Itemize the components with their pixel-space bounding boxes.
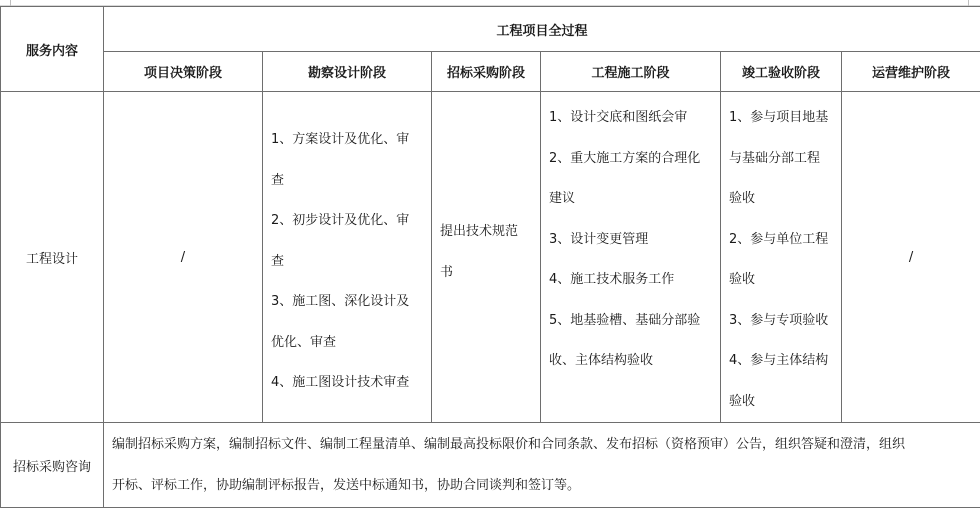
cell-design-decision [104,92,263,423]
list-line: 与基础分部工程 [729,150,821,166]
row-label-cell [1,423,104,508]
paragraph-line: 编制招标采购方案，编制招标文件、编制工程量清单、编制最高投标限价和合同条款、发布招标（资格预审）公告，组织答疑和澄清，组织 [112,437,906,452]
table-row-bidding-consulting [1,423,980,508]
phase-header-acceptance [721,52,842,92]
table-row-engineering-design [1,92,980,423]
list-line: 1、参与项目地基 [729,110,829,125]
phase-header-text: 运营维护阶段 [872,66,951,81]
list-line: 验收 [729,393,756,409]
phase-header-text: 项目决策阶段 [143,66,222,81]
phase-header-procurement [432,52,541,92]
cell-bidding-description [104,423,980,508]
list-line: 4、参与主体结构 [729,353,829,368]
phase-header-text: 工程施工阶段 [591,66,670,81]
list-line: 查 [271,253,285,269]
cell-design-construction [541,92,721,423]
list-line: 验收 [729,272,756,287]
phase-header-text: 招标采购阶段 [446,66,525,81]
list-line: 1、方案设计及优化、审 [271,132,410,147]
list-line: 书 [440,264,454,280]
list-line: 2、重大施工方案的合理化 [549,150,701,166]
group-header-cell [104,7,980,52]
header-row-group [1,7,980,52]
corner-header-cell [1,7,104,92]
row-label-cell [1,92,104,423]
list-line: 提出技术规范 [440,224,519,239]
procurement-list [432,92,540,293]
list-line: 验收 [729,191,756,206]
list-line: 查 [271,172,285,188]
row-label-engineering-design: 工程设计 [25,251,78,267]
cell-design-operation [842,92,980,423]
corner-header-text: 服务内容 [25,43,78,59]
list-line: 优化、审查 [271,334,337,350]
list-line: 5、地基验槽、基础分部验 [549,312,701,328]
row-label-bidding-consulting: 招标采购咨询 [12,459,91,475]
list-line: 3、参与专项验收 [729,312,829,328]
service-matrix-table [0,6,980,508]
construction-list [541,92,720,382]
list-line: 4、施工技术服务工作 [549,272,675,287]
header-row-phases [1,52,980,92]
survey-design-list [263,92,431,404]
phase-header-construction [541,52,721,92]
bidding-description-text [104,424,980,506]
list-line: 建议 [549,191,576,206]
group-header-text: 工程项目全过程 [496,23,588,39]
list-line: 2、参与单位工程 [729,231,829,247]
acceptance-list [721,92,841,422]
list-line: 3、施工图、深化设计及 [271,294,410,309]
cell-design-procurement [432,92,541,423]
list-line: 2、初步设计及优化、审 [271,213,410,228]
cell-value-slash: / [180,249,186,265]
phase-header-text: 竣工验收阶段 [741,66,820,81]
cell-design-acceptance [721,92,842,423]
phase-header-text: 勘察设计阶段 [307,66,386,81]
cell-design-survey-design [263,92,432,423]
phase-header-survey-design [263,52,432,92]
cell-value-slash: / [908,249,914,265]
list-line: 3、设计变更管理 [549,231,649,247]
phase-header-decision [104,52,263,92]
paragraph-line: 开标、评标工作，协助编制评标报告，发送中标通知书，协助合同谈判和签订等。 [112,478,581,493]
list-line: 收、主体结构验收 [549,353,654,368]
list-line: 1、设计交底和图纸会审 [549,110,688,125]
phase-header-operation [842,52,980,92]
list-line: 4、施工图设计技术审查 [271,375,410,390]
